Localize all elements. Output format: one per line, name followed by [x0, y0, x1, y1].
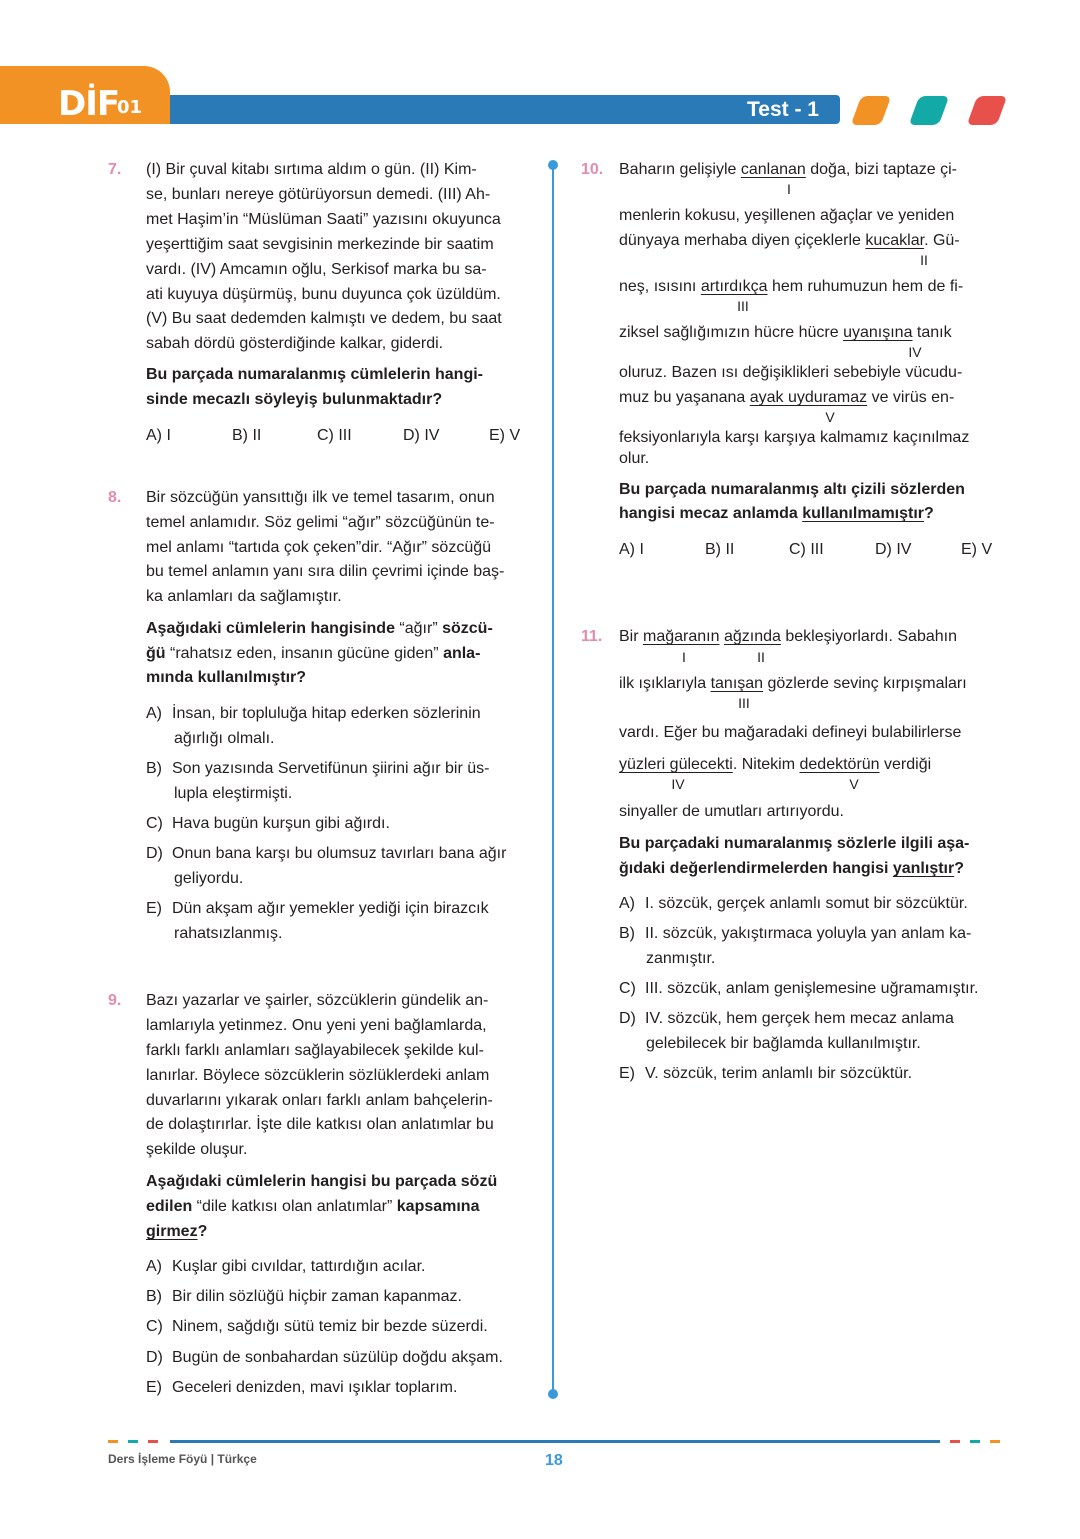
text-line: bu temel anlamın yanı sıra dilin çevrimi içinde baş- — [146, 563, 505, 580]
column-divider — [552, 165, 554, 1395]
option-letter: E) — [146, 1379, 162, 1396]
text-line: (V) Bu saat dedemden kalmıştı ve dedem, bu saat — [146, 310, 502, 327]
question-11-number: 11. — [581, 628, 603, 645]
text-line — [619, 624, 957, 649]
text-line: ka anlamları da sağlamıştır. — [146, 588, 342, 605]
question-9-stem-line: Aşağıdaki cümlelerin hangisi bu parçada sözü — [146, 1173, 498, 1190]
text-line: vardı. Eğer bu mağaradaki defineyi bulabilirlerse — [619, 724, 962, 741]
q8-option-e-cont: rahatsızlanmış. — [174, 925, 283, 942]
q11-option-b[interactable] — [619, 921, 971, 946]
q8-option-b[interactable] — [146, 756, 489, 781]
text-line: vardı. (IV) Amcamın oğlu, Serkisof marka bu sa- — [146, 261, 487, 278]
q11-option-c[interactable] — [619, 976, 978, 1001]
q11-option-d[interactable] — [619, 1006, 954, 1031]
text-span: ilk ışıklarıyla — [619, 675, 711, 692]
text-line: sinyaller de umutları artırıyordu. — [619, 803, 844, 820]
roman-label: III — [737, 298, 749, 314]
underlined-word: uyanışına — [843, 324, 913, 341]
q8-option-d[interactable] — [146, 841, 506, 866]
q7-option-a[interactable]: A) I — [146, 427, 171, 444]
option-letter: A) — [146, 705, 162, 722]
text-line — [619, 671, 967, 696]
option-text: II. sözcük, yakıştırmaca yoluyla yan anlam ka- — [645, 925, 972, 942]
text-span: Bir — [619, 628, 643, 645]
roman-label: V — [825, 409, 835, 425]
question-8-stem-line — [146, 641, 480, 666]
q9-option-b[interactable] — [146, 1284, 462, 1309]
underlined-word: dedektörün — [799, 756, 880, 773]
text-line: sabah dördü gösterdiğinde kalkar, giderdi. — [146, 335, 444, 352]
text-span: hem ruhumuzun hem de fi- — [767, 278, 964, 295]
text-line — [619, 274, 963, 299]
option-text: V. sözcük, terim anlamlı bir sözcüktür. — [645, 1065, 913, 1082]
q10-option-e[interactable]: E) V — [961, 541, 993, 558]
option-text: I. sözcük, gerçek anlamlı somut bir sözcüktür. — [645, 895, 968, 912]
stem-bold: kapsamına — [396, 1198, 480, 1215]
stem-bold: hangisi mecaz anlamda — [619, 505, 803, 522]
stem-regular: “rahatsız eden, insanın gücüne giden” — [165, 645, 444, 662]
question-7-stem-line: sinde mecazlı söyleyiş bulunmaktadır? — [146, 391, 443, 408]
option-letter: D) — [146, 845, 163, 862]
q9-option-a[interactable] — [146, 1254, 425, 1279]
text-line — [619, 752, 931, 777]
text-line: (I) Bir çuval kitabı sırtıma aldım o gün. (II) Kim- — [146, 161, 477, 178]
stem-mark: ? — [197, 1223, 208, 1240]
question-8-number: 8. — [108, 489, 122, 506]
text-span: ve virüs en- — [867, 389, 955, 406]
text-span: . Gü- — [924, 232, 960, 249]
option-letter: C) — [619, 980, 636, 997]
roman-label: IV — [671, 776, 685, 792]
text-span: doğa, bizi taptaze çi- — [805, 161, 957, 178]
header-bar — [120, 95, 840, 124]
roman-label: V — [849, 776, 859, 792]
text-line — [619, 157, 957, 182]
stem-underlined: yanlıştır — [892, 860, 955, 877]
underlined-word: tanışan — [710, 675, 764, 692]
text-span: verdiği — [879, 756, 932, 773]
text-line: olur. — [619, 450, 650, 467]
q11-option-e[interactable] — [619, 1061, 912, 1086]
roman-label: II — [757, 649, 765, 665]
question-11-stem-line: Bu parçadaki numaralanmış sözlerle ilgili aşa- — [619, 835, 970, 852]
option-letter: E) — [619, 1065, 635, 1082]
option-text: İnsan, bir topluluğa hitap ederken sözlerinin — [172, 705, 481, 722]
underlined-word: canlanan — [740, 161, 806, 178]
text-line: temel anlamıdır. Söz gelimi “ağır” sözcüğünün te- — [146, 514, 495, 531]
option-letter: A) — [146, 1258, 162, 1275]
underlined-word: yüzleri gülecekti — [619, 756, 733, 773]
option-letter: B) — [619, 925, 635, 942]
stem-underlined: girmez — [146, 1223, 198, 1240]
option-letter: C) — [146, 815, 163, 832]
question-7-stem-line: Bu parçada numaralanmış cümlelerin hangi- — [146, 366, 483, 383]
question-11-stem-line — [619, 856, 964, 881]
text-line: ati kuyuya düşürmüş, bunu duyunca çok üzüldüm. — [146, 286, 501, 303]
text-span: tanık — [912, 324, 952, 341]
text-span: dünyaya merhaba diyen çiçeklerle — [619, 232, 866, 249]
text-line: met Haşim’in “Müslüman Saati” yazısını okuyunca — [146, 211, 501, 228]
option-text: Dün akşam ağır yemekler yediği için birazcık — [172, 900, 489, 917]
option-text: Bir dilin sözlüğü hiçbir zaman kapanmaz. — [172, 1288, 462, 1305]
q7-option-e[interactable]: E) V — [489, 427, 521, 444]
logo: DİF — [58, 84, 120, 124]
option-text: Bugün de sonbahardan süzülüp doğdu akşam. — [172, 1349, 503, 1366]
footer-dash — [148, 1440, 158, 1443]
divider-top-dot — [548, 160, 558, 170]
text-span: Baharın gelişiyle — [619, 161, 741, 178]
q8-option-a-cont: ağırlığı olmalı. — [174, 730, 275, 747]
red-shape-icon — [967, 96, 1008, 125]
text-line: Bir sözcüğün yansıttığı ilk ve temel tasarım, onun — [146, 489, 495, 506]
stem-mark: ? — [924, 505, 934, 522]
roman-label: IV — [908, 344, 922, 360]
option-letter: C) — [146, 1318, 163, 1335]
q10-option-a[interactable]: A) I — [619, 541, 644, 558]
question-10-number: 10. — [581, 161, 604, 178]
stem-mark: ? — [954, 860, 964, 877]
text-line: duvarlarını yıkarak onları farklı anlam bahçelerin- — [146, 1092, 493, 1109]
text-line: mel anlamı “tartıda çok çeken”dir. “Ağır” sözcüğü — [146, 539, 492, 556]
option-letter: E) — [146, 900, 162, 917]
text-line: lamlarıyla yetinmez. Onu yeni yeni bağlamlarda, — [146, 1017, 487, 1034]
option-text: Onun bana karşı bu olumsuz tavırları bana ağır — [172, 845, 507, 862]
option-letter: A) — [619, 895, 635, 912]
text-line: lanırlar. Böylece sözcüklerin sözlüklerdeki anlam — [146, 1067, 490, 1084]
underlined-word: mağaranın — [643, 628, 720, 645]
orange-shape-icon — [851, 96, 892, 125]
q10-option-c[interactable]: C) III — [789, 541, 824, 558]
roman-label: II — [920, 252, 928, 268]
footer-dash — [990, 1440, 1000, 1443]
text-line: menlerin kokusu, yeşillenen ağaçlar ve yeniden — [619, 207, 955, 224]
q9-option-e[interactable] — [146, 1375, 457, 1400]
q10-option-d[interactable]: D) IV — [875, 541, 912, 558]
footer-dash — [950, 1440, 960, 1443]
text-span: . Nitekim — [732, 756, 800, 773]
stem-bold: edilen — [146, 1198, 193, 1215]
text-line — [619, 320, 952, 345]
logo-number: 01 — [117, 97, 143, 118]
stem-bold: ğü — [146, 645, 166, 662]
question-9-stem-line — [146, 1194, 479, 1219]
q7-option-c[interactable]: C) III — [317, 427, 352, 444]
underlined-word: artırdıkça — [700, 278, 768, 295]
stem-regular: “ağır” — [394, 620, 443, 637]
question-8-stem-line: mında kullanılmıştır? — [146, 669, 307, 686]
text-line: Bazı yazarlar ve şairler, sözcüklerin gündelik an- — [146, 992, 489, 1009]
option-text: Ninem, sağdığı sütü temiz bir bezde süzerdi. — [172, 1318, 488, 1335]
option-letter: D) — [619, 1010, 636, 1027]
option-text: Hava bugün kurşun gibi ağırdı. — [172, 815, 390, 832]
option-letter: D) — [146, 1349, 163, 1366]
underlined-word: ağzında — [723, 628, 781, 645]
text-line: şekilde oluşur. — [146, 1141, 248, 1158]
question-7-number: 7. — [108, 161, 122, 178]
q7-option-d[interactable]: D) IV — [403, 427, 440, 444]
question-10-stem-line: Bu parçada numaralanmış altı çizili sözlerden — [619, 481, 965, 498]
option-letter: B) — [146, 1288, 162, 1305]
text-line: oluruz. Bazen ısı değişiklikleri sebebiyle vücudu- — [619, 364, 963, 381]
roman-label: I — [682, 649, 686, 665]
q8-option-c[interactable] — [146, 811, 390, 836]
q8-option-a[interactable] — [146, 701, 481, 726]
underlined-word: ayak uyduramaz — [749, 389, 868, 406]
option-text: Geceleri denizden, mavi ışıklar toplarım. — [172, 1379, 458, 1396]
option-text: III. sözcük, anlam genişlemesine uğramamıştır. — [645, 980, 979, 997]
text-span: bekleşiyorlardı. Sabahın — [780, 628, 957, 645]
divider-bottom-dot — [548, 1389, 558, 1399]
q11-option-d-cont: gelebilecek bir bağlamda kullanılmıştır. — [646, 1035, 921, 1052]
question-9-number: 9. — [108, 992, 122, 1009]
text-line — [619, 228, 960, 253]
stem-bold: anla- — [443, 645, 481, 662]
q9-option-d[interactable] — [146, 1345, 503, 1370]
option-letter: B) — [146, 760, 162, 777]
question-8-stem-line — [146, 616, 493, 641]
q8-option-e[interactable] — [146, 896, 489, 921]
page-number: 18 — [545, 1452, 563, 1469]
text-line: farklı farklı anlamları sağlayabilecek şekilde kul- — [146, 1042, 484, 1059]
option-text: Kuşlar gibi cıvıldar, tattırdığın acılar. — [172, 1258, 426, 1275]
text-line: yeşerttiğim saat sevgisinin merkezinde bir saatim — [146, 236, 494, 253]
roman-label: I — [787, 181, 791, 197]
text-span: muz bu yaşanana — [619, 389, 750, 406]
question-9-stem-line — [146, 1219, 207, 1244]
q9-option-c[interactable] — [146, 1314, 488, 1339]
footer-bar — [170, 1440, 940, 1443]
text-span: neş, ısısını — [619, 278, 701, 295]
stem-bold: ğıdaki değerlendirmelerden hangisi — [619, 860, 893, 877]
underlined-word: kucaklar — [865, 232, 925, 249]
q8-option-b-cont: lupla eleştirmişti. — [174, 785, 293, 802]
stem-bold: Aşağıdaki cümlelerin hangisinde — [146, 620, 395, 637]
footer-dash — [108, 1440, 118, 1443]
text-line: se, bunları nereye götürüyorsun demedi. (III) Ah- — [146, 186, 491, 203]
q7-option-b[interactable]: B) II — [232, 427, 262, 444]
footer-dash — [128, 1440, 138, 1443]
text-span: ziksel sağlığımızın hücre hücre — [619, 324, 844, 341]
stem-underlined: kullanılmamıştır — [802, 505, 925, 522]
stem-regular: “dile katkısı olan anlatımlar” — [192, 1198, 397, 1215]
q8-option-d-cont: geliyordu. — [174, 870, 244, 887]
footer-text: Ders İşleme Föyü | Türkçe — [108, 1452, 257, 1466]
q11-option-b-cont: zanmıştır. — [646, 950, 716, 967]
test-title: Test - 1 — [747, 98, 819, 121]
stem-bold: sözcü- — [442, 620, 493, 637]
text-span: gözlerde sevinç kırpışmaları — [763, 675, 967, 692]
text-line — [619, 385, 954, 410]
text-line: de dolaştırırlar. İşte dile katkısı olan anlatımlar bu — [146, 1116, 494, 1133]
q11-option-a[interactable] — [619, 891, 968, 916]
option-text: IV. sözcük, hem gerçek hem mecaz anlama — [645, 1010, 954, 1027]
roman-label: III — [738, 695, 750, 711]
question-10-stem-line — [619, 501, 934, 526]
text-line: feksiyonlarıyla karşı karşıya kalmamız kaçınılmaz — [619, 429, 970, 446]
teal-shape-icon — [909, 96, 950, 125]
option-text: Son yazısında Servetifünun şiirini ağır bir üs- — [172, 760, 490, 777]
q10-option-b[interactable]: B) II — [705, 541, 735, 558]
footer-dash — [970, 1440, 980, 1443]
